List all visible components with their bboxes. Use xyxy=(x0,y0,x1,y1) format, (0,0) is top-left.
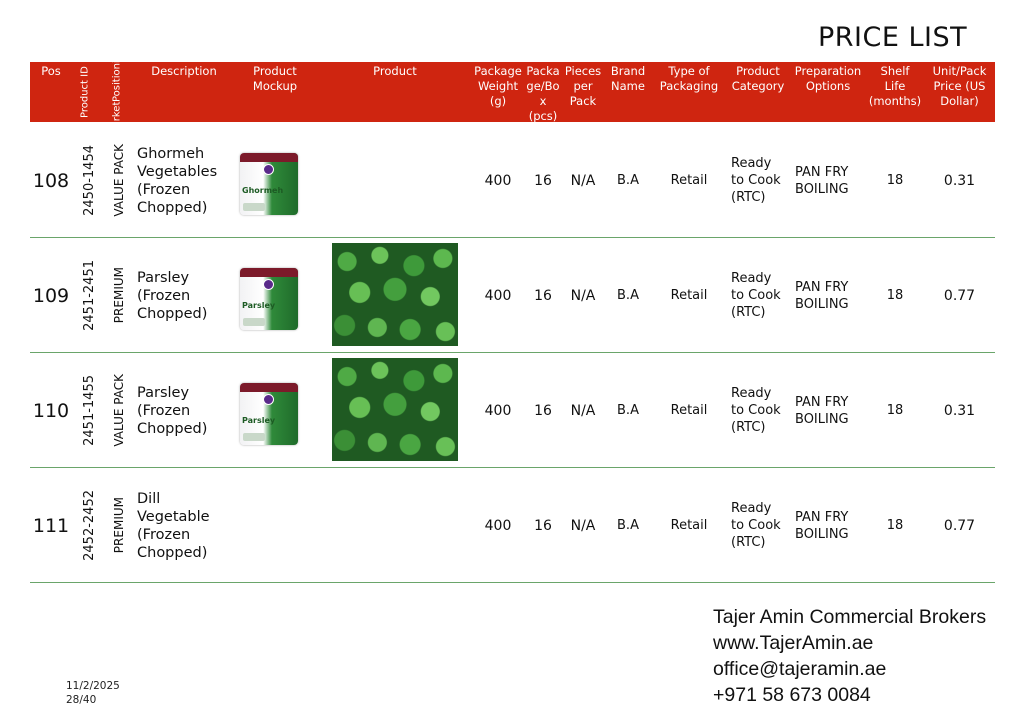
row-price: 0.77 xyxy=(943,287,976,304)
header-type-of-packaging: Type of Packaging xyxy=(659,64,719,93)
page-title: PRICE LIST xyxy=(818,22,968,53)
row-box: 16 xyxy=(534,172,552,189)
row-positioning: PREMIUM xyxy=(112,267,126,324)
header-brand-name: Brand Name xyxy=(610,64,646,93)
company-website-link[interactable]: www.TajerAmin.ae xyxy=(713,632,874,654)
row-packaging: Retail xyxy=(670,173,708,188)
row-category: Ready to Cook (RTC) xyxy=(731,501,781,550)
product-photo xyxy=(332,243,458,346)
row-product-id: 2451-2451 xyxy=(81,260,97,331)
product-mockup-image: Parsley xyxy=(240,383,298,445)
row-preparation: PAN FRY BOILING xyxy=(795,394,849,427)
company-email-link[interactable]: office@tajeramin.ae xyxy=(713,658,887,680)
page-number: 28/40 xyxy=(66,694,97,706)
row-preparation: PAN FRY BOILING xyxy=(795,279,849,312)
row-description: Ghormeh Vegetables (Frozen Chopped) xyxy=(137,145,218,216)
row-box: 16 xyxy=(534,402,552,419)
company-contact xyxy=(713,604,986,708)
row-pieces: N/A xyxy=(570,172,596,189)
header-pieces-per-pack: Pieces per Pack xyxy=(564,64,602,108)
row-price: 0.31 xyxy=(943,172,976,189)
row-preparation: PAN FRY BOILING xyxy=(795,164,849,197)
product-mockup-image: Parsley xyxy=(240,268,298,330)
row-positioning: VALUE PACK xyxy=(112,374,126,447)
row-pos: 110 xyxy=(32,399,70,422)
row-weight: 400 xyxy=(484,172,512,189)
header-product-category: Product Category xyxy=(731,64,785,93)
footer-date: 11/2/2025 xyxy=(66,680,120,692)
row-box: 16 xyxy=(534,287,552,304)
row-pos: 109 xyxy=(32,284,70,307)
header-preparation-options: Preparation Options xyxy=(794,64,862,93)
row-preparation: PAN FRY BOILING xyxy=(795,509,849,542)
row-pos: 111 xyxy=(32,514,70,537)
row-price: 0.31 xyxy=(943,402,976,419)
row-pos: 108 xyxy=(32,169,70,192)
row-packaging: Retail xyxy=(670,403,708,418)
row-pieces: N/A xyxy=(570,402,596,419)
row-shelf-life: 18 xyxy=(886,518,904,533)
header-market-positioning: Market Positioning xyxy=(111,47,123,137)
header-description: Description xyxy=(151,64,217,78)
table-row xyxy=(30,353,995,468)
header-package-weight: Package Weight (g) xyxy=(474,64,522,108)
row-brand: B.A xyxy=(617,288,639,303)
row-weight: 400 xyxy=(484,517,512,534)
page-footer xyxy=(66,679,120,707)
header-pos: Pos xyxy=(41,64,61,78)
company-phone: +971 58 673 0084 xyxy=(713,684,871,706)
row-shelf-life: 18 xyxy=(886,173,904,188)
row-shelf-life: 18 xyxy=(886,403,904,418)
row-weight: 400 xyxy=(484,402,512,419)
row-product-id: 2452-2452 xyxy=(81,490,97,561)
product-photo xyxy=(332,358,458,461)
row-product-id: 2451-1455 xyxy=(81,375,97,446)
header-unit-price: Unit/Pack Price (US Dollar) xyxy=(932,64,987,108)
company-name: Tajer Amin Commercial Brokers xyxy=(713,606,987,628)
row-brand: B.A xyxy=(617,173,639,188)
table-header xyxy=(30,47,995,137)
row-description: Dill Vegetable (Frozen Chopped) xyxy=(137,490,210,561)
row-brand: B.A xyxy=(617,403,639,418)
header-product-id: Product ID xyxy=(79,66,91,118)
row-product-id: 2450-1454 xyxy=(81,145,97,216)
row-positioning: PREMIUM xyxy=(112,497,126,554)
row-weight: 400 xyxy=(484,287,512,304)
table-row xyxy=(30,468,995,583)
header-shelf-life: Shelf Life (months) xyxy=(868,64,922,108)
header-product-mockup: Product Mockup xyxy=(252,64,298,93)
row-brand: B.A xyxy=(617,518,639,533)
row-pieces: N/A xyxy=(570,517,596,534)
product-mockup-image: Ghormeh xyxy=(240,153,298,215)
header-product: Product xyxy=(373,64,417,78)
row-price: 0.77 xyxy=(943,517,976,534)
row-packaging: Retail xyxy=(670,518,708,533)
row-description: Parsley (Frozen Chopped) xyxy=(137,384,208,437)
row-positioning: VALUE PACK xyxy=(112,144,126,217)
row-pieces: N/A xyxy=(570,287,596,304)
row-box: 16 xyxy=(534,517,552,534)
row-shelf-life: 18 xyxy=(886,288,904,303)
table-row xyxy=(30,238,995,353)
table-row xyxy=(30,123,995,238)
row-description: Parsley (Frozen Chopped) xyxy=(137,269,208,322)
row-category: Ready to Cook (RTC) xyxy=(731,156,781,205)
row-category: Ready to Cook (RTC) xyxy=(731,386,781,435)
header-package-box: Packa ge/Bo x (pcs) xyxy=(526,64,560,123)
row-packaging: Retail xyxy=(670,288,708,303)
row-category: Ready to Cook (RTC) xyxy=(731,271,781,320)
